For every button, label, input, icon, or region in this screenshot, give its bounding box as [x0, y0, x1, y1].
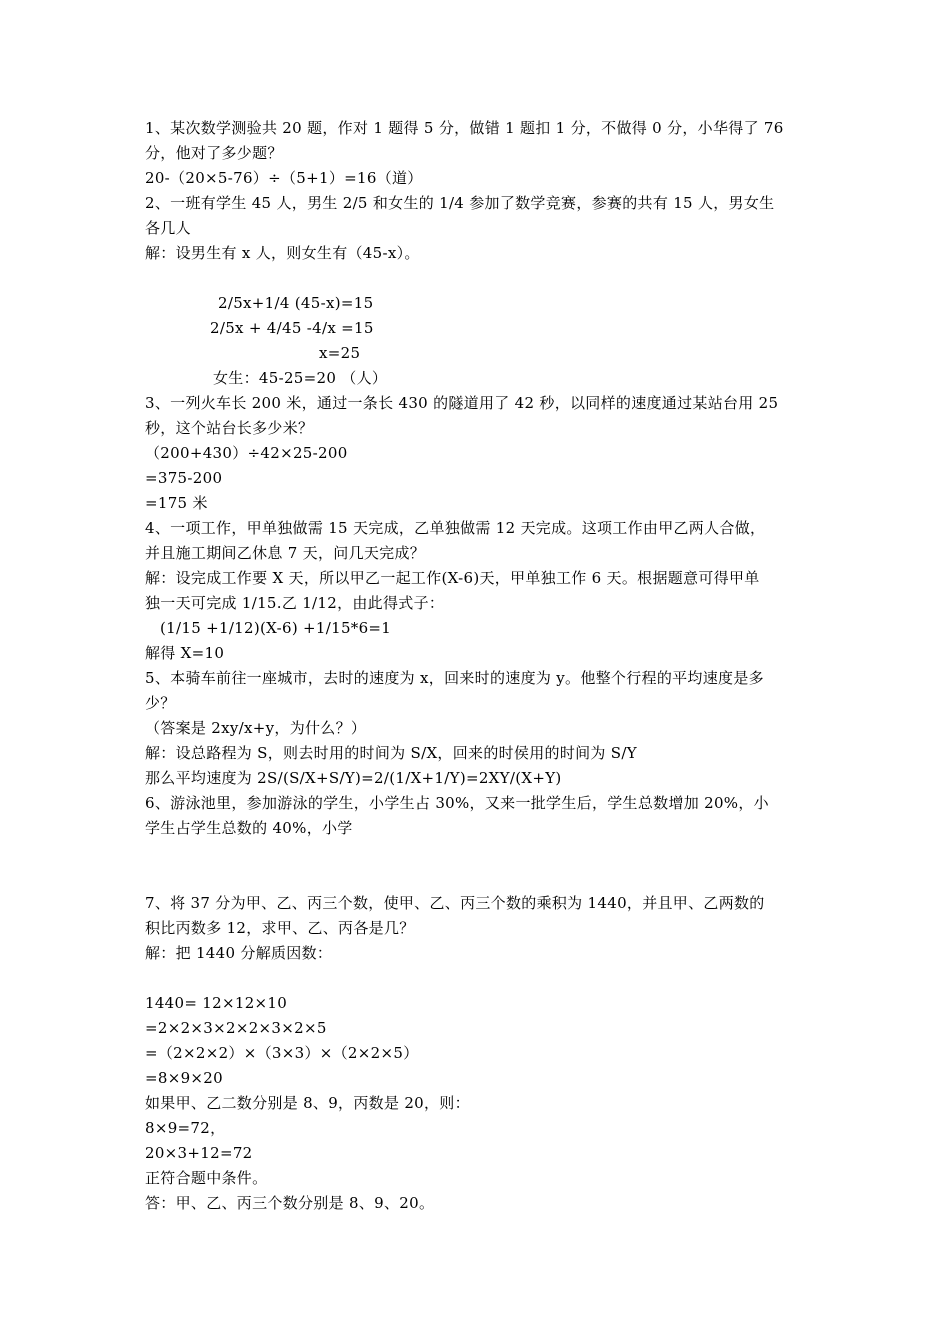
problem-7-step-1: 1440= 12×12×10	[145, 994, 288, 1012]
problem-1-line-1: 1、某次数学测验共 20 题，作对 1 题得 5 分，做错 1 题扣 1 分，不做得 0 分，小华得了 76	[145, 119, 784, 137]
problem-3-solution-3: =175 米	[145, 494, 208, 512]
problem-2-answer: 女生：45-25=20 （人）	[213, 369, 388, 387]
problem-7-step-5: 如果甲、乙二数分别是 8、9，丙数是 20，则：	[145, 1094, 470, 1112]
problem-2-solution-intro: 解：设男生有 x 人，则女生有（45-x）。	[145, 244, 420, 262]
problem-3-line-1: 3、一列火车长 200 米，通过一条长 430 的隧道用了 42 秒，以同样的速度通过某站台用 25	[145, 394, 779, 412]
problem-7-line-1: 7、将 37 分为甲、乙、丙三个数，使甲、乙、丙三个数的乘积为 1440，并且甲、乙两数的	[145, 894, 765, 912]
problem-7-answer: 答：甲、乙、丙三个数分别是 8、9、20。	[145, 1194, 435, 1212]
problem-5-line-2: 少？	[145, 694, 176, 712]
problem-5-note: （答案是 2xy/x+y，为什么？）	[145, 719, 367, 737]
problem-7-step-2: =2×2×3×2×2×3×2×5	[145, 1019, 327, 1037]
problem-6-line-2: 学生占学生总数的 40%，小学	[145, 819, 353, 837]
problem-2-line-2: 各几人	[145, 219, 191, 237]
problem-3-solution-1: （200+430）÷42×25-200	[145, 444, 348, 462]
problem-4-solution-2: 独一天可完成 1/15.乙 1/12，由此得式子：	[145, 594, 445, 612]
problem-7-step-4: =8×9×20	[145, 1069, 223, 1087]
problem-4-solution-1: 解：设完成工作要 X 天，所以甲乙一起工作(X-6)天，甲单独工作 6 天。根据题意可得甲单	[145, 569, 760, 587]
problem-3-line-2: 秒，这个站台长多少米？	[145, 419, 314, 437]
problem-7-step-8: 正符合题中条件。	[145, 1169, 268, 1187]
problem-5-solution-1: 解：设总路程为 S，则去时用的时间为 S/X，回来的时侯用的时间为 S/Y	[145, 744, 637, 762]
problem-1-line-2: 分，他对了多少题？	[145, 144, 283, 162]
problem-7-step-3: =（2×2×2）×（3×3）×（2×2×5）	[145, 1044, 419, 1062]
problem-2-equation-3: x=25	[319, 344, 361, 362]
problem-2-line-1: 2、一班有学生 45 人，男生 2/5 和女生的 1/4 参加了数学竞赛，参赛的共有 15 人，男女生	[145, 194, 775, 212]
problem-4-line-2: 并且施工期间乙休息 7 天，问几天完成？	[145, 544, 426, 562]
problem-7-step-7: 20×3+12=72	[145, 1144, 253, 1162]
problem-1-solution: 20-（20×5-76）÷（5+1）=16（道）	[145, 169, 423, 187]
problem-2-equation-1: 2/5x+1/4 (45-x)=15	[218, 294, 374, 312]
problem-4-line-1: 4、一项工作，甲单独做需 15 天完成，乙单独做需 12 天完成。这项工作由甲乙两人合做，	[145, 519, 766, 537]
problem-2-equation-2: 2/5x + 4/45 -4/x =15	[210, 319, 374, 337]
problem-4-answer: 解得 X=10	[145, 644, 225, 662]
problem-4-equation: (1/15 +1/12)(X-6) +1/15*6=1	[160, 619, 392, 637]
problem-7-solution-intro: 解：把 1440 分解质因数：	[145, 944, 333, 962]
problem-5-solution-2: 那么平均速度为 2S/(S/X+S/Y)=2/(1/X+1/Y)=2XY/(X+Y)	[145, 769, 562, 787]
problem-3-solution-2: =375-200	[145, 469, 223, 487]
problem-5-line-1: 5、本骑车前往一座城市，去时的速度为 x，回来时的速度为 y。他整个行程的平均速度是多	[145, 669, 764, 687]
problem-7-step-6: 8×9=72，	[145, 1119, 226, 1137]
problem-6-line-1: 6、游泳池里，参加游泳的学生，小学生占 30%，又来一批学生后，学生总数增加 20%，小	[145, 794, 769, 812]
problem-7-line-2: 积比丙数多 12，求甲、乙、丙各是几？	[145, 919, 415, 937]
